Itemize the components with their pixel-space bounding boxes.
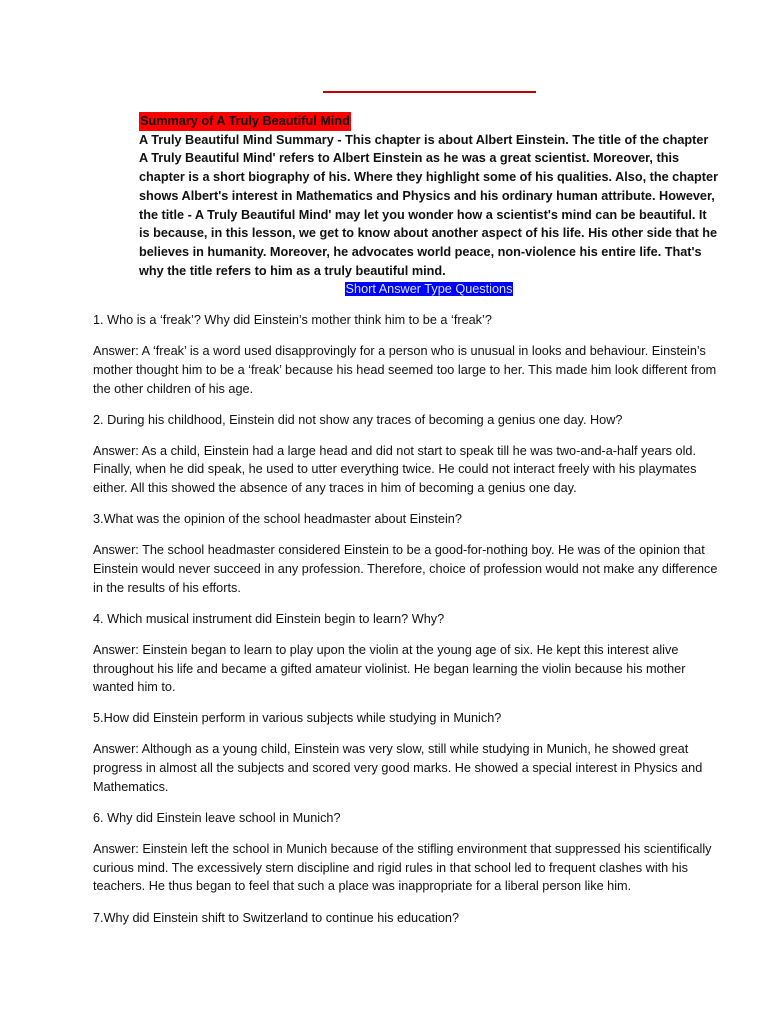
question-7: 7.Why did Einstein shift to Switzerland to continue his education?	[93, 910, 460, 925]
answer-1: Answer: A ‘freak’ is a word used disapprovingly for a person who is unusual in looks and behaviour. Einstein’s mother thought him to be a ‘freak’ because his head seemed too large to her. This made him look different from the other children of his age.	[93, 344, 717, 396]
question-6: 6. Why did Einstein leave school in Munich?	[93, 810, 341, 825]
summary-section	[139, 112, 719, 299]
question-2: 2. During his childhood, Einstein did not show any traces of becoming a genius one day. How?	[93, 412, 623, 427]
answer-6: Answer: Einstein left the school in Munich because of the stifling environment that suppressed his scientifically curious mind. The excessively stern discipline and rigid rules in that school led to frequent clashes with his teachers. He thus began to feel that such a place was inappropriate for a liberal person like him.	[93, 842, 712, 894]
answer-2: Answer: As a child, Einstein had a large head and did not start to speak till he was two-and-a-half years old. Finally, when he did speak, he used to utter everything twice. He could not interact freely with his playmates either. All this showed the absence of any traces in him of becoming a genius one day.	[93, 443, 697, 496]
question-1: 1. Who is a ‘freak’? Why did Einstein’s mother think him to be a ‘freak’?	[93, 313, 492, 327]
answer-3: Answer: The school headmaster considered Einstein to be a good-for-nothing boy. He was of the opinion that Einstein would never succeed in any profession. Therefore, choice of profession would not make any difference in the results of his efforts.	[93, 543, 718, 595]
red-divider-line	[323, 91, 536, 93]
qa-heading: Short Answer Type Questions	[345, 282, 513, 297]
qa-heading-line	[139, 280, 719, 299]
summary-title: Summary of A Truly Beautiful Mind	[139, 112, 351, 131]
question-3: 3.What was the opinion of the school headmaster about Einstein?	[93, 512, 462, 527]
question-5: 5.How did Einstein perform in various subjects while studying in Munich?	[93, 711, 502, 726]
qa-section	[93, 311, 718, 940]
question-4: 4. Which musical instrument did Einstein begin to learn? Why?	[93, 611, 445, 626]
answer-5: Answer: Although as a young child, Einstein was very slow, still while studying in Munich, he showed great progress in almost all the subjects and scored very good marks. He showed a special interest in Physics and Mathematics.	[93, 742, 703, 794]
summary-body: A Truly Beautiful Mind Summary - This chapter is about Albert Einstein. The title of the chapter A Truly Beautiful Mind' refers to Albert Einstein as he was a great scientist. Moreover, this chapter is a short biography of his. Where they highlight some of his qualities. Also, the chapter shows Albert's interest in Mathematics and Physics and his ordinary human attribute. However, the title - A Truly Beautiful Mind' may let you wonder how a scientist's mind can be beautiful. It is because, in this lesson, we get to know about another aspect of his life. His other side that he believes in humanity. Moreover, he advocates world peace, non-violence his entire life. That's why the title refers to him as a truly beautiful mind.	[139, 132, 719, 278]
answer-4: Answer: Einstein began to learn to play upon the violin at the young age of six. He kept this interest alive throughout his life and became a gifted amateur violinist. He began learning the violin because his mother wanted him to.	[93, 642, 686, 695]
